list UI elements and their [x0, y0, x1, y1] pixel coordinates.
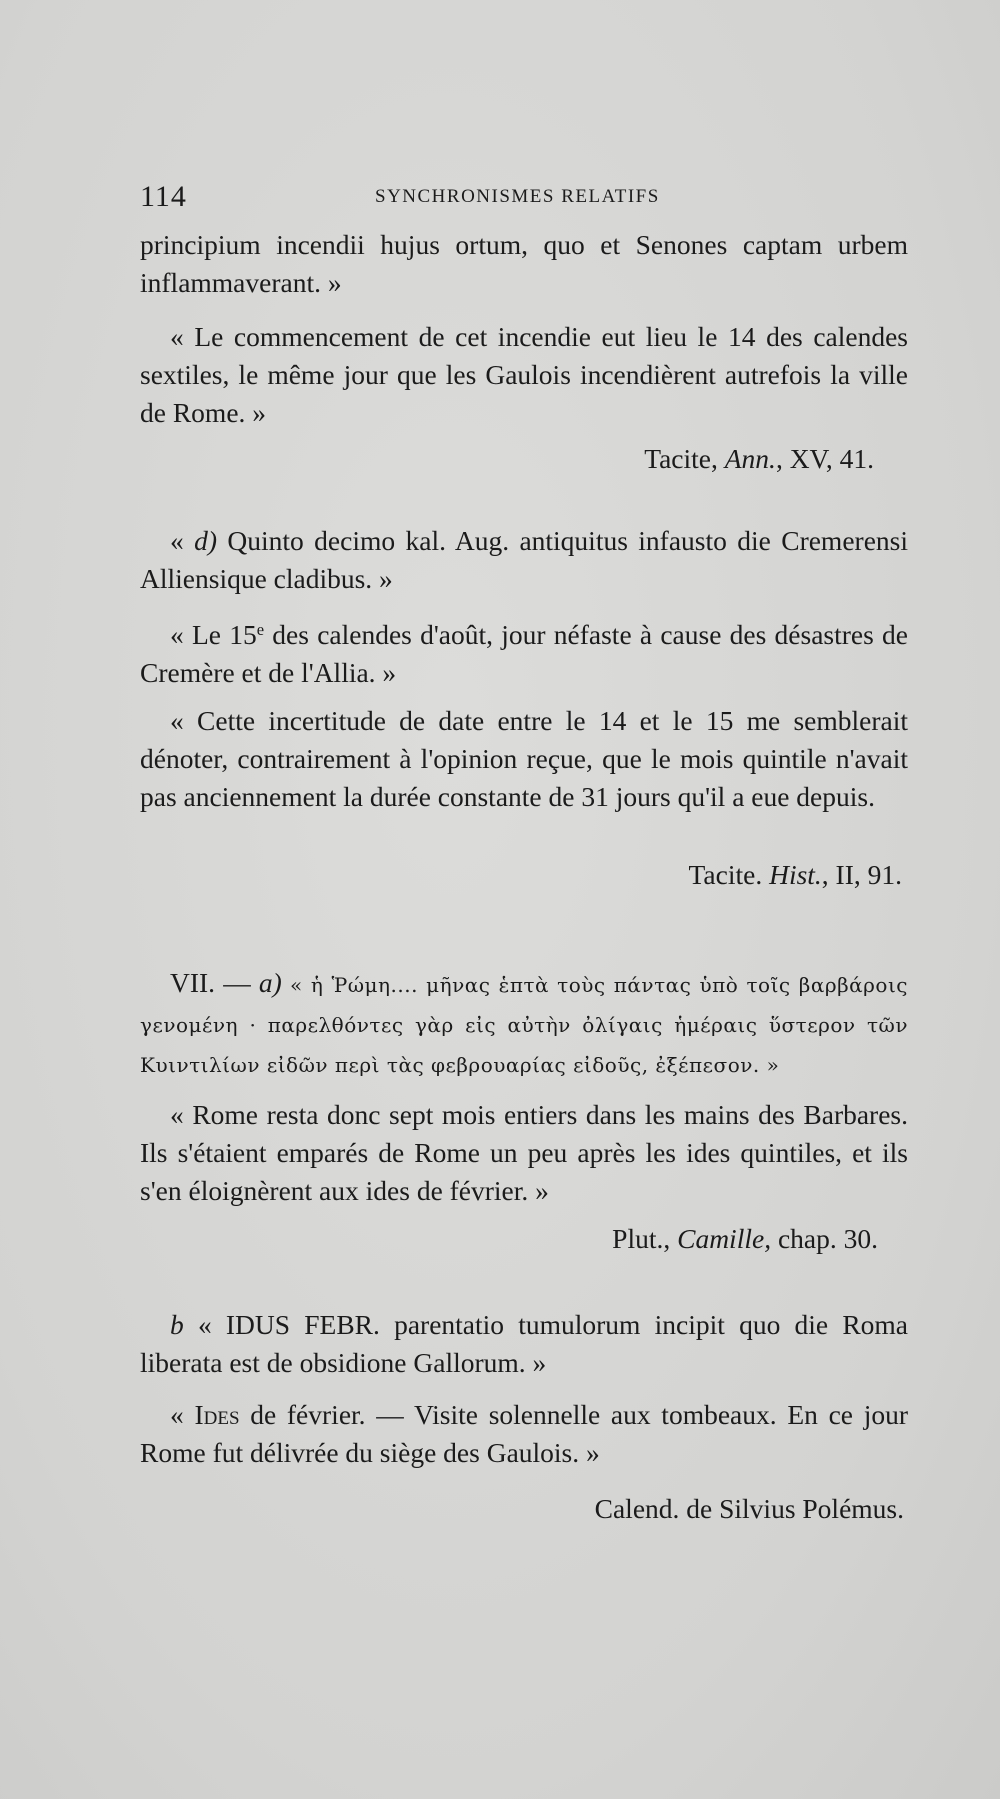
- paragraph-latin-continuation: principium incendii hujus ortum, quo et Senones captam urbem inflammaverant. »: [140, 229, 908, 298]
- citation-tacitus-annals: [140, 440, 908, 478]
- section-number: VII. —: [170, 967, 251, 998]
- open-quote: «: [170, 525, 184, 556]
- section-vii-greek: [140, 964, 908, 1084]
- citation-author: Tacite,: [644, 443, 718, 474]
- paragraph-text-end: des calendes d'août, jour néfaste à cause des désastres de Cremère et de l'Allia. »: [140, 619, 908, 688]
- paragraph-text: « IDUS FEBR. parentatio tumulorum incipit quo die Roma liberata est de obsidione Gallorum. »: [140, 1309, 909, 1378]
- paragraph-text-start: « Le 15: [170, 619, 257, 650]
- citation-author: Plut.,: [612, 1223, 671, 1254]
- superscript-e: e: [256, 619, 265, 639]
- citation-work: Ann.: [724, 443, 776, 474]
- citation-plutarch: [140, 1220, 908, 1258]
- paragraph-french-plutarch: « Rome resta donc sept mois entiers dans les mains des Barbares. Ils s'étaient emparés de Rome un peu après les ides quintiles, et ils s'en éloignèrent aux ides de février. »: [140, 1099, 908, 1206]
- paragraph-commentary: « Cette incertitude de date entre le 14 et le 15 me semblerait dénoter, contrairement à l'opinion reçue, que le mois quintile n'avait pas anciennement la durée constante de 31 jours qu'il a eue depuis.: [140, 705, 908, 812]
- paragraph-latin-d: [140, 522, 908, 598]
- page-number: 114: [140, 180, 187, 213]
- citation-author: Tacite.: [688, 859, 763, 890]
- smallcaps-ides: Ides: [194, 1399, 240, 1430]
- citation-ref: , XV, 41.: [775, 443, 874, 474]
- citation-work: Hist.: [769, 859, 822, 890]
- greek-quotation: « ἡ Ῥώμη.... μῆνας ἑπτὰ τοὺς πάντας ὑπὸ τοῖς βαρβάροις γενομένη · παρελθόντες γὰρ εἰς αὐτὴν ὀλίγαις ἡμέραις ὕστερον τῶν Κυιντιλίων εἰδῶν περὶ τὰς φεβρουαρίας εἰδοῦς, ἐξέπεσον. »: [140, 973, 908, 1077]
- page-header: [140, 180, 910, 220]
- page-body: [140, 226, 908, 1526]
- running-head: SYNCHRONISMES RELATIFS: [375, 186, 660, 207]
- citation-ref: chap. 30.: [771, 1223, 878, 1254]
- citation-tacitus-histories: [140, 856, 908, 894]
- open-quote: «: [170, 1399, 184, 1430]
- paragraph-french-d: [140, 616, 908, 692]
- citation-work: Camille,: [677, 1223, 772, 1254]
- paragraph-latin-b: [140, 1306, 908, 1382]
- item-label-d: d): [194, 525, 218, 556]
- item-label-b: b: [170, 1309, 184, 1340]
- paragraph-text: Quinto decimo kal. Aug. antiquitus infausto die Cremerensi Alliensique cladibus. »: [140, 525, 908, 594]
- citation-text: Calend. de Silvius Polémus.: [594, 1493, 904, 1524]
- paragraph-french-b: [140, 1396, 908, 1472]
- citation-ref: , II, 91.: [821, 859, 902, 890]
- paragraph-text: de février. — Visite solennelle aux tombeaux. En ce jour Rome fut délivrée du siège des Gaulois. »: [140, 1399, 909, 1468]
- paragraph-french-translation: « Le commencement de cet incendie eut lieu le 14 des calendes sextiles, le même jour que les Gaulois incendièrent autrefois la ville de Rome. »: [140, 321, 908, 428]
- item-label-a: a): [258, 967, 282, 998]
- citation-silvius: [140, 1490, 908, 1528]
